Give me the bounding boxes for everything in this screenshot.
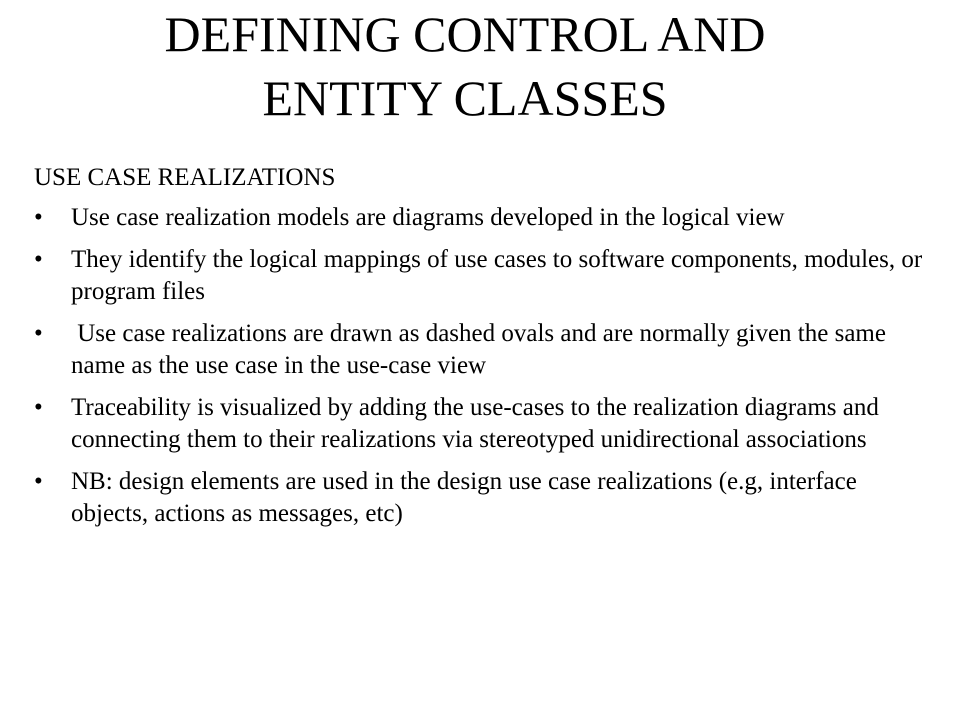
bullet-marker: • — [34, 246, 43, 273]
bullet-item-5 — [34, 466, 924, 530]
bullet-marker: • — [34, 468, 43, 495]
bullet-text: Traceability is visualized by adding the use-cases to the realization diagrams and connecting them to their realizations via stereotyped unidirectional associations — [71, 394, 879, 453]
bullet-list — [34, 202, 924, 540]
bullet-text: They identify the logical mappings of use cases to software components, modules, or program files — [71, 246, 923, 305]
slide-title — [60, 2, 870, 130]
bullet-text: Use case realizations are drawn as dashed ovals and are normally given the same name as the use case in the use-case view — [71, 320, 893, 379]
bullet-item-2 — [34, 244, 924, 308]
slide-title-line-1: DEFINING CONTROL AND — [164, 6, 766, 62]
bullet-marker: • — [34, 320, 43, 347]
bullet-item-3 — [34, 318, 924, 382]
bullet-marker: • — [34, 394, 43, 421]
slide-title-line-2: ENTITY CLASSES — [262, 70, 668, 126]
bullet-text: NB: design elements are used in the design use case realizations (e.g, interface objects, actions as messages, etc) — [71, 468, 857, 527]
bullet-item-1 — [34, 202, 924, 234]
bullet-text: Use case realization models are diagrams developed in the logical view — [71, 204, 785, 231]
section-heading: USE CASE REALIZATIONS — [34, 164, 336, 191]
bullet-marker: • — [34, 204, 43, 231]
bullet-item-4 — [34, 392, 924, 456]
